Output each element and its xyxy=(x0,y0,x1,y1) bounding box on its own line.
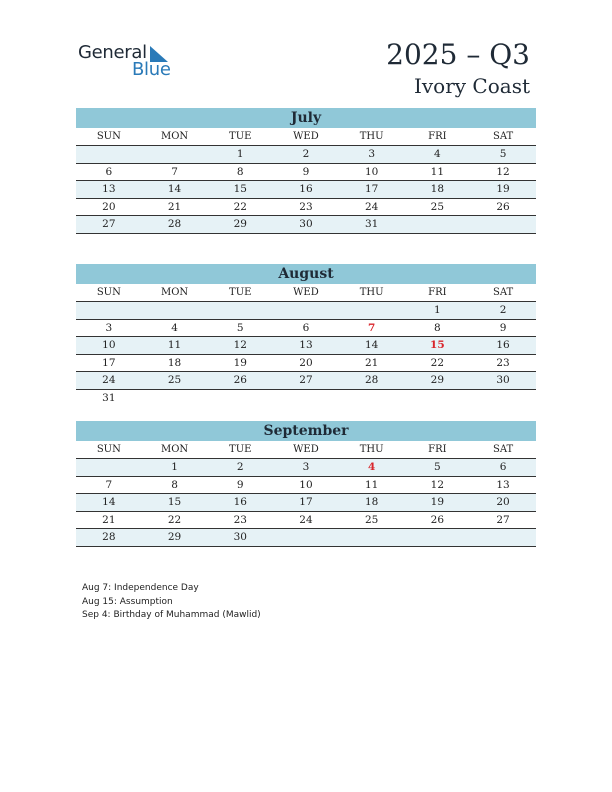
date-cell: 1 xyxy=(236,148,244,160)
week-row xyxy=(76,302,536,320)
date-cell: 3 xyxy=(302,461,310,473)
weekday-label: MON xyxy=(160,131,189,142)
date-cell: 9 xyxy=(499,321,507,334)
weekday-label: THU xyxy=(359,287,384,298)
date-cell: 23 xyxy=(233,513,247,526)
date-cell: 7 xyxy=(171,165,178,178)
date-cell: 5 xyxy=(499,148,507,160)
date-cell: 10 xyxy=(364,165,379,178)
weekday-label: WED xyxy=(293,131,319,142)
date-cell xyxy=(76,302,142,319)
weekday-label: FRI xyxy=(428,444,447,455)
date-cell: 16 xyxy=(496,339,510,351)
date-cell: 8 xyxy=(171,478,178,491)
date-cell: 20 xyxy=(496,496,510,508)
holiday-date-cell: 4 xyxy=(368,461,376,473)
date-cell: 2 xyxy=(302,148,310,160)
date-cell: 26 xyxy=(430,513,445,526)
weekday-label: MON xyxy=(160,287,189,298)
date-cell: 21 xyxy=(102,513,116,526)
date-cell xyxy=(207,302,273,319)
date-cell: 25 xyxy=(167,374,182,386)
date-cell: 3 xyxy=(105,321,113,334)
date-cell: 3 xyxy=(368,148,375,160)
date-cell xyxy=(76,146,142,163)
week-row xyxy=(76,390,536,407)
date-cell xyxy=(142,146,208,163)
date-cell: 15 xyxy=(233,183,247,195)
week-row xyxy=(76,494,536,512)
weekday-header-row xyxy=(76,284,536,302)
date-cell: 8 xyxy=(434,321,441,334)
weekday-label: THU xyxy=(359,444,384,455)
date-cell: 21 xyxy=(364,356,379,369)
week-row xyxy=(76,372,536,390)
week-row xyxy=(76,164,536,182)
date-cell xyxy=(76,459,142,476)
date-cell: 17 xyxy=(299,496,313,508)
month-calendar-september xyxy=(76,421,536,547)
week-row xyxy=(76,477,536,495)
date-cell: 22 xyxy=(430,356,445,369)
date-cell xyxy=(470,216,536,233)
date-cell: 2 xyxy=(236,461,244,473)
date-cell: 29 xyxy=(167,531,182,543)
date-cell: 18 xyxy=(430,183,445,195)
week-row xyxy=(76,199,536,217)
weekday-label: TUE xyxy=(229,131,252,142)
date-cell: 2 xyxy=(499,304,507,316)
date-cell: 4 xyxy=(434,148,441,160)
date-cell xyxy=(405,529,471,546)
date-cell: 9 xyxy=(302,165,310,178)
date-cell xyxy=(273,529,339,546)
week-row xyxy=(76,355,536,373)
date-cell: 28 xyxy=(167,218,182,230)
month-title: August xyxy=(76,264,536,284)
date-cell xyxy=(273,390,339,407)
country-name: Ivory Coast xyxy=(413,74,530,98)
week-row xyxy=(76,181,536,199)
date-cell: 20 xyxy=(102,200,116,213)
date-cell: 16 xyxy=(233,496,247,508)
date-cell: 10 xyxy=(102,339,116,351)
weekday-label: WED xyxy=(293,444,319,455)
date-cell: 1 xyxy=(171,461,178,473)
date-cell: 31 xyxy=(364,218,379,230)
brand-blue-text: Blue xyxy=(132,59,171,80)
date-cell: 24 xyxy=(102,374,116,386)
date-cell: 14 xyxy=(167,183,182,195)
date-cell: 28 xyxy=(364,374,379,386)
week-row xyxy=(76,320,536,338)
month-title: September xyxy=(76,421,536,441)
weekday-label: MON xyxy=(160,444,189,455)
date-cell: 6 xyxy=(105,165,113,178)
weekday-label: SAT xyxy=(492,444,514,455)
date-cell: 29 xyxy=(430,374,445,386)
month-calendar-august xyxy=(76,264,536,406)
week-row xyxy=(76,529,536,547)
date-cell: 30 xyxy=(233,531,247,543)
holiday-date-cell: 7 xyxy=(368,321,376,334)
date-cell: 11 xyxy=(430,165,445,178)
weekday-label: SUN xyxy=(96,131,121,142)
date-cell xyxy=(470,529,536,546)
week-row xyxy=(76,512,536,530)
date-cell: 10 xyxy=(299,478,313,491)
date-cell: 17 xyxy=(364,183,379,195)
weekday-header-row xyxy=(76,128,536,146)
date-cell: 13 xyxy=(102,183,116,195)
week-row xyxy=(76,146,536,164)
date-cell xyxy=(405,216,471,233)
date-cell: 15 xyxy=(167,496,182,508)
date-cell: 12 xyxy=(430,478,445,491)
date-cell: 6 xyxy=(302,321,310,334)
weekday-label: THU xyxy=(359,131,384,142)
holiday-note: Aug 7: Independence Day xyxy=(82,583,199,593)
date-cell: 27 xyxy=(496,513,510,526)
date-cell: 27 xyxy=(102,218,116,230)
date-cell: 27 xyxy=(299,374,313,386)
date-cell: 6 xyxy=(499,461,507,473)
weekday-label: WED xyxy=(293,287,319,298)
date-cell: 4 xyxy=(171,321,178,334)
date-cell xyxy=(142,302,208,319)
date-cell: 12 xyxy=(496,165,510,178)
date-cell xyxy=(339,390,405,407)
weekday-label: TUE xyxy=(229,444,252,455)
date-cell: 5 xyxy=(434,461,441,473)
date-cell: 19 xyxy=(496,183,510,195)
holiday-note: Sep 4: Birthday of Muhammad (Mawlid) xyxy=(82,610,261,620)
date-cell: 19 xyxy=(430,496,445,508)
date-cell: 28 xyxy=(102,531,116,543)
brand-general-text: General xyxy=(78,42,147,63)
date-cell: 31 xyxy=(102,391,116,404)
date-cell xyxy=(470,390,536,407)
holiday-notes xyxy=(82,582,261,623)
date-cell: 22 xyxy=(167,513,182,526)
week-row xyxy=(76,459,536,477)
date-cell: 24 xyxy=(299,513,313,526)
date-cell: 22 xyxy=(233,200,247,213)
date-cell: 25 xyxy=(364,513,379,526)
date-cell xyxy=(273,302,339,319)
date-cell: 25 xyxy=(430,200,445,213)
date-cell: 19 xyxy=(233,356,247,369)
month-calendar-july xyxy=(76,108,536,234)
date-cell: 11 xyxy=(364,478,379,491)
date-cell: 29 xyxy=(233,218,247,230)
date-cell: 30 xyxy=(496,374,510,386)
weekday-label: SAT xyxy=(492,131,514,142)
date-cell xyxy=(339,302,405,319)
weekday-label: SAT xyxy=(492,287,514,298)
holiday-note: Aug 15: Assumption xyxy=(82,596,173,607)
date-cell: 30 xyxy=(299,218,313,230)
date-cell: 14 xyxy=(364,339,379,351)
date-cell: 8 xyxy=(236,165,244,178)
weekday-label: SUN xyxy=(96,287,121,298)
date-cell: 20 xyxy=(299,356,313,369)
date-cell: 9 xyxy=(236,478,244,491)
date-cell: 18 xyxy=(364,496,379,508)
weekday-label: TUE xyxy=(229,287,252,298)
date-cell: 26 xyxy=(233,374,247,386)
date-cell: 18 xyxy=(167,356,182,369)
holiday-date-cell: 15 xyxy=(430,339,445,351)
date-cell: 11 xyxy=(167,339,182,351)
date-cell xyxy=(142,390,208,407)
date-cell: 23 xyxy=(496,356,510,369)
page-title: 2025 – Q3 xyxy=(386,38,530,71)
weekday-header-row xyxy=(76,441,536,459)
date-cell: 17 xyxy=(102,356,116,369)
date-cell: 12 xyxy=(233,339,247,351)
week-row xyxy=(76,216,536,234)
date-cell: 13 xyxy=(496,478,510,491)
date-cell: 7 xyxy=(105,478,113,491)
date-cell xyxy=(207,390,273,407)
date-cell: 26 xyxy=(496,200,510,213)
date-cell: 16 xyxy=(299,183,313,195)
date-cell: 1 xyxy=(434,304,441,316)
date-cell: 14 xyxy=(102,496,116,508)
date-cell xyxy=(405,390,471,407)
month-title: July xyxy=(76,108,536,128)
date-cell: 21 xyxy=(167,200,182,213)
weekday-label: FRI xyxy=(428,131,447,142)
date-cell xyxy=(339,529,405,546)
weekday-label: SUN xyxy=(96,444,121,455)
date-cell: 13 xyxy=(299,339,313,351)
date-cell: 24 xyxy=(364,200,379,213)
date-cell: 5 xyxy=(236,321,244,334)
weekday-label: FRI xyxy=(428,287,447,298)
date-cell: 23 xyxy=(299,200,313,213)
week-row xyxy=(76,337,536,355)
